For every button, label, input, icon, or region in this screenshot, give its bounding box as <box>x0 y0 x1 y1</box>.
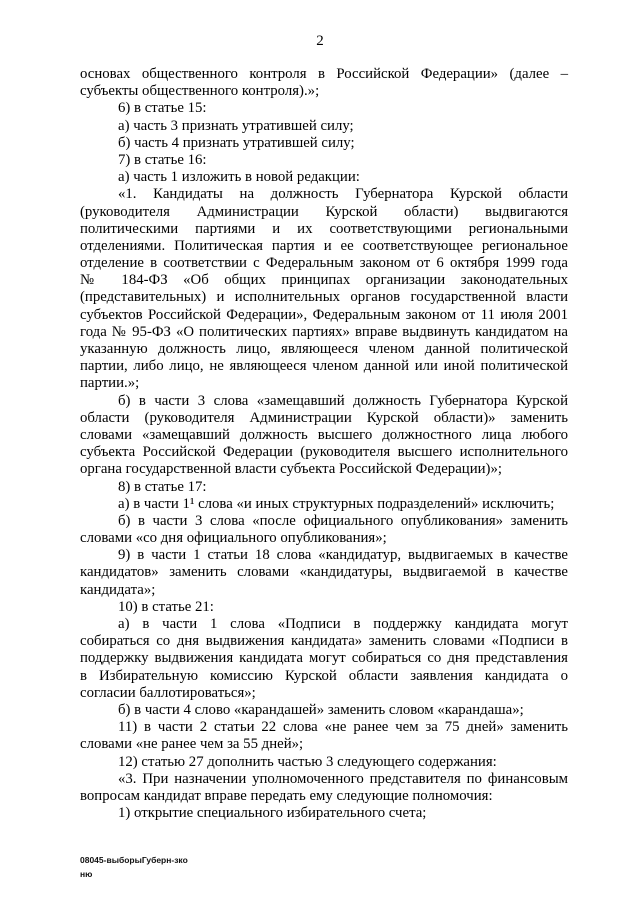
text-line: политическими партиями и их соответствующими региональными <box>80 220 568 237</box>
text-line: указанную должность лицо, являющееся членом данной политической <box>80 341 568 357</box>
text-line: субъектов Российской Федерации», Федеральным законом от 11 июля 2001 <box>80 306 568 323</box>
text-line: 12) статью 27 дополнить частью 3 следующего содержания: <box>118 753 497 770</box>
text-line: года № 95-ФЗ «О политических партиях» вправе выдвинуть кандидатом на <box>80 323 568 340</box>
text-line: 9) в части 1 статьи 18 слова «кандидатур, выдвигаемых в качестве <box>118 547 568 564</box>
text-line: основах общественного контроля в Российской Федерации» (далее – <box>80 66 568 82</box>
text-line: а) в части 1¹ слова «и иных структурных подразделений» исключить; <box>118 495 555 512</box>
paragraph <box>80 169 568 186</box>
text-line: «1. Кандидаты на должность Губернатора Курской области <box>118 186 568 203</box>
text-line: словами «не ранее чем за 55 дней»; <box>80 736 304 753</box>
paragraph <box>80 719 568 753</box>
paragraph <box>80 771 568 805</box>
text-line: отделение в соответствии с Федеральным законом от 6 октября 1999 года <box>80 255 568 272</box>
text-line: органа государственной власти субъекта Российской Федерации)»; <box>80 461 502 478</box>
text-line: а) часть 3 признать утратившей силу; <box>118 117 354 134</box>
paragraph <box>80 479 568 496</box>
text-line: 1) открытие специального избирательного счета; <box>118 805 427 822</box>
text-line: б) часть 4 признать утратившей силу; <box>118 134 355 151</box>
footer-document-code <box>80 853 188 881</box>
paragraph <box>80 100 568 117</box>
text-line: б) в части 3 слова «замещавший должность Губернатора Курской <box>118 392 568 409</box>
text-line: субъекты общественного контроля).»; <box>80 83 320 100</box>
text-line: 10) в статье 21: <box>118 598 214 615</box>
text-line: вопросам кандидат вправе передать ему следующие полномочия: <box>80 787 493 804</box>
text-line: словами «замещавший должность высшего должностного лица любого <box>80 426 568 443</box>
text-line: 7) в статье 16: <box>118 151 207 168</box>
text-line: б) в части 4 слово «карандашей» заменить словом «карандаша»; <box>118 701 524 718</box>
text-line: 11) в части 2 статьи 22 слова «не ранее чем за 75 дней» заменить <box>118 719 568 736</box>
page-number: 2 <box>316 33 324 49</box>
text-line: кандидата»; <box>80 581 156 598</box>
paragraph <box>80 393 568 479</box>
footer-line: ню <box>80 869 93 879</box>
text-line: партии, либо лицо, не являющееся членом данной или иной политической <box>80 358 568 375</box>
text-line: (руководителя Администрации Курской области) выдвигаются <box>80 203 568 220</box>
text-line: субъекта Российской Федерации (руководителя высшего исполнительного <box>80 444 568 461</box>
paragraph <box>80 702 568 719</box>
text-line: кандидатов» заменить словами «кандидатуры, выдвигаемой в качестве <box>80 564 568 581</box>
text-line: словами «со дня официального опубликования»; <box>80 530 387 547</box>
paragraph <box>80 547 568 599</box>
paragraph <box>80 513 568 547</box>
paragraph <box>80 66 568 100</box>
paragraph <box>80 496 568 513</box>
text-line: собираться со дня выдвижения кандидата» заменить словами «Подписи в <box>80 633 568 650</box>
document-body <box>80 66 568 822</box>
text-line: области (руководителя Администрации Курской области)» заменить <box>80 409 568 426</box>
text-line: партии.»; <box>80 375 140 392</box>
paragraph <box>80 599 568 616</box>
text-line: а) в части 1 слова «Подписи в поддержку кандидата могут <box>118 616 568 632</box>
text-line: 8) в статье 17: <box>118 478 207 495</box>
paragraph <box>80 118 568 135</box>
footer-line: 08045-выборыГуберн-зко <box>80 855 188 865</box>
text-line: «3. При назначении уполномоченного представителя по финансовым <box>118 770 568 787</box>
paragraph <box>80 616 568 702</box>
paragraph <box>80 135 568 152</box>
text-line: 6) в статье 15: <box>118 100 207 117</box>
text-line: б) в части 3 слова «после официального опубликования» заменить <box>118 512 568 529</box>
paragraph <box>80 754 568 771</box>
text-line: отделениями. Политическая партия и ее соответствующее региональное <box>80 237 568 254</box>
text-line: поддержку выдвижения кандидата могут собираться со дня представления <box>80 650 568 667</box>
text-line: в Избирательную комиссию Курской области заявления кандидата о <box>80 667 568 684</box>
paragraph <box>80 805 568 822</box>
paragraph <box>80 152 568 169</box>
paragraph <box>80 186 568 392</box>
text-line: № 184-ФЗ «Об общих принципах организации законодательных <box>80 272 568 289</box>
text-line: (представительных) и исполнительных органов государственной власти <box>80 289 568 306</box>
text-line: согласии баллотироваться»; <box>80 684 256 701</box>
text-line: а) часть 1 изложить в новой редакции: <box>118 169 360 186</box>
